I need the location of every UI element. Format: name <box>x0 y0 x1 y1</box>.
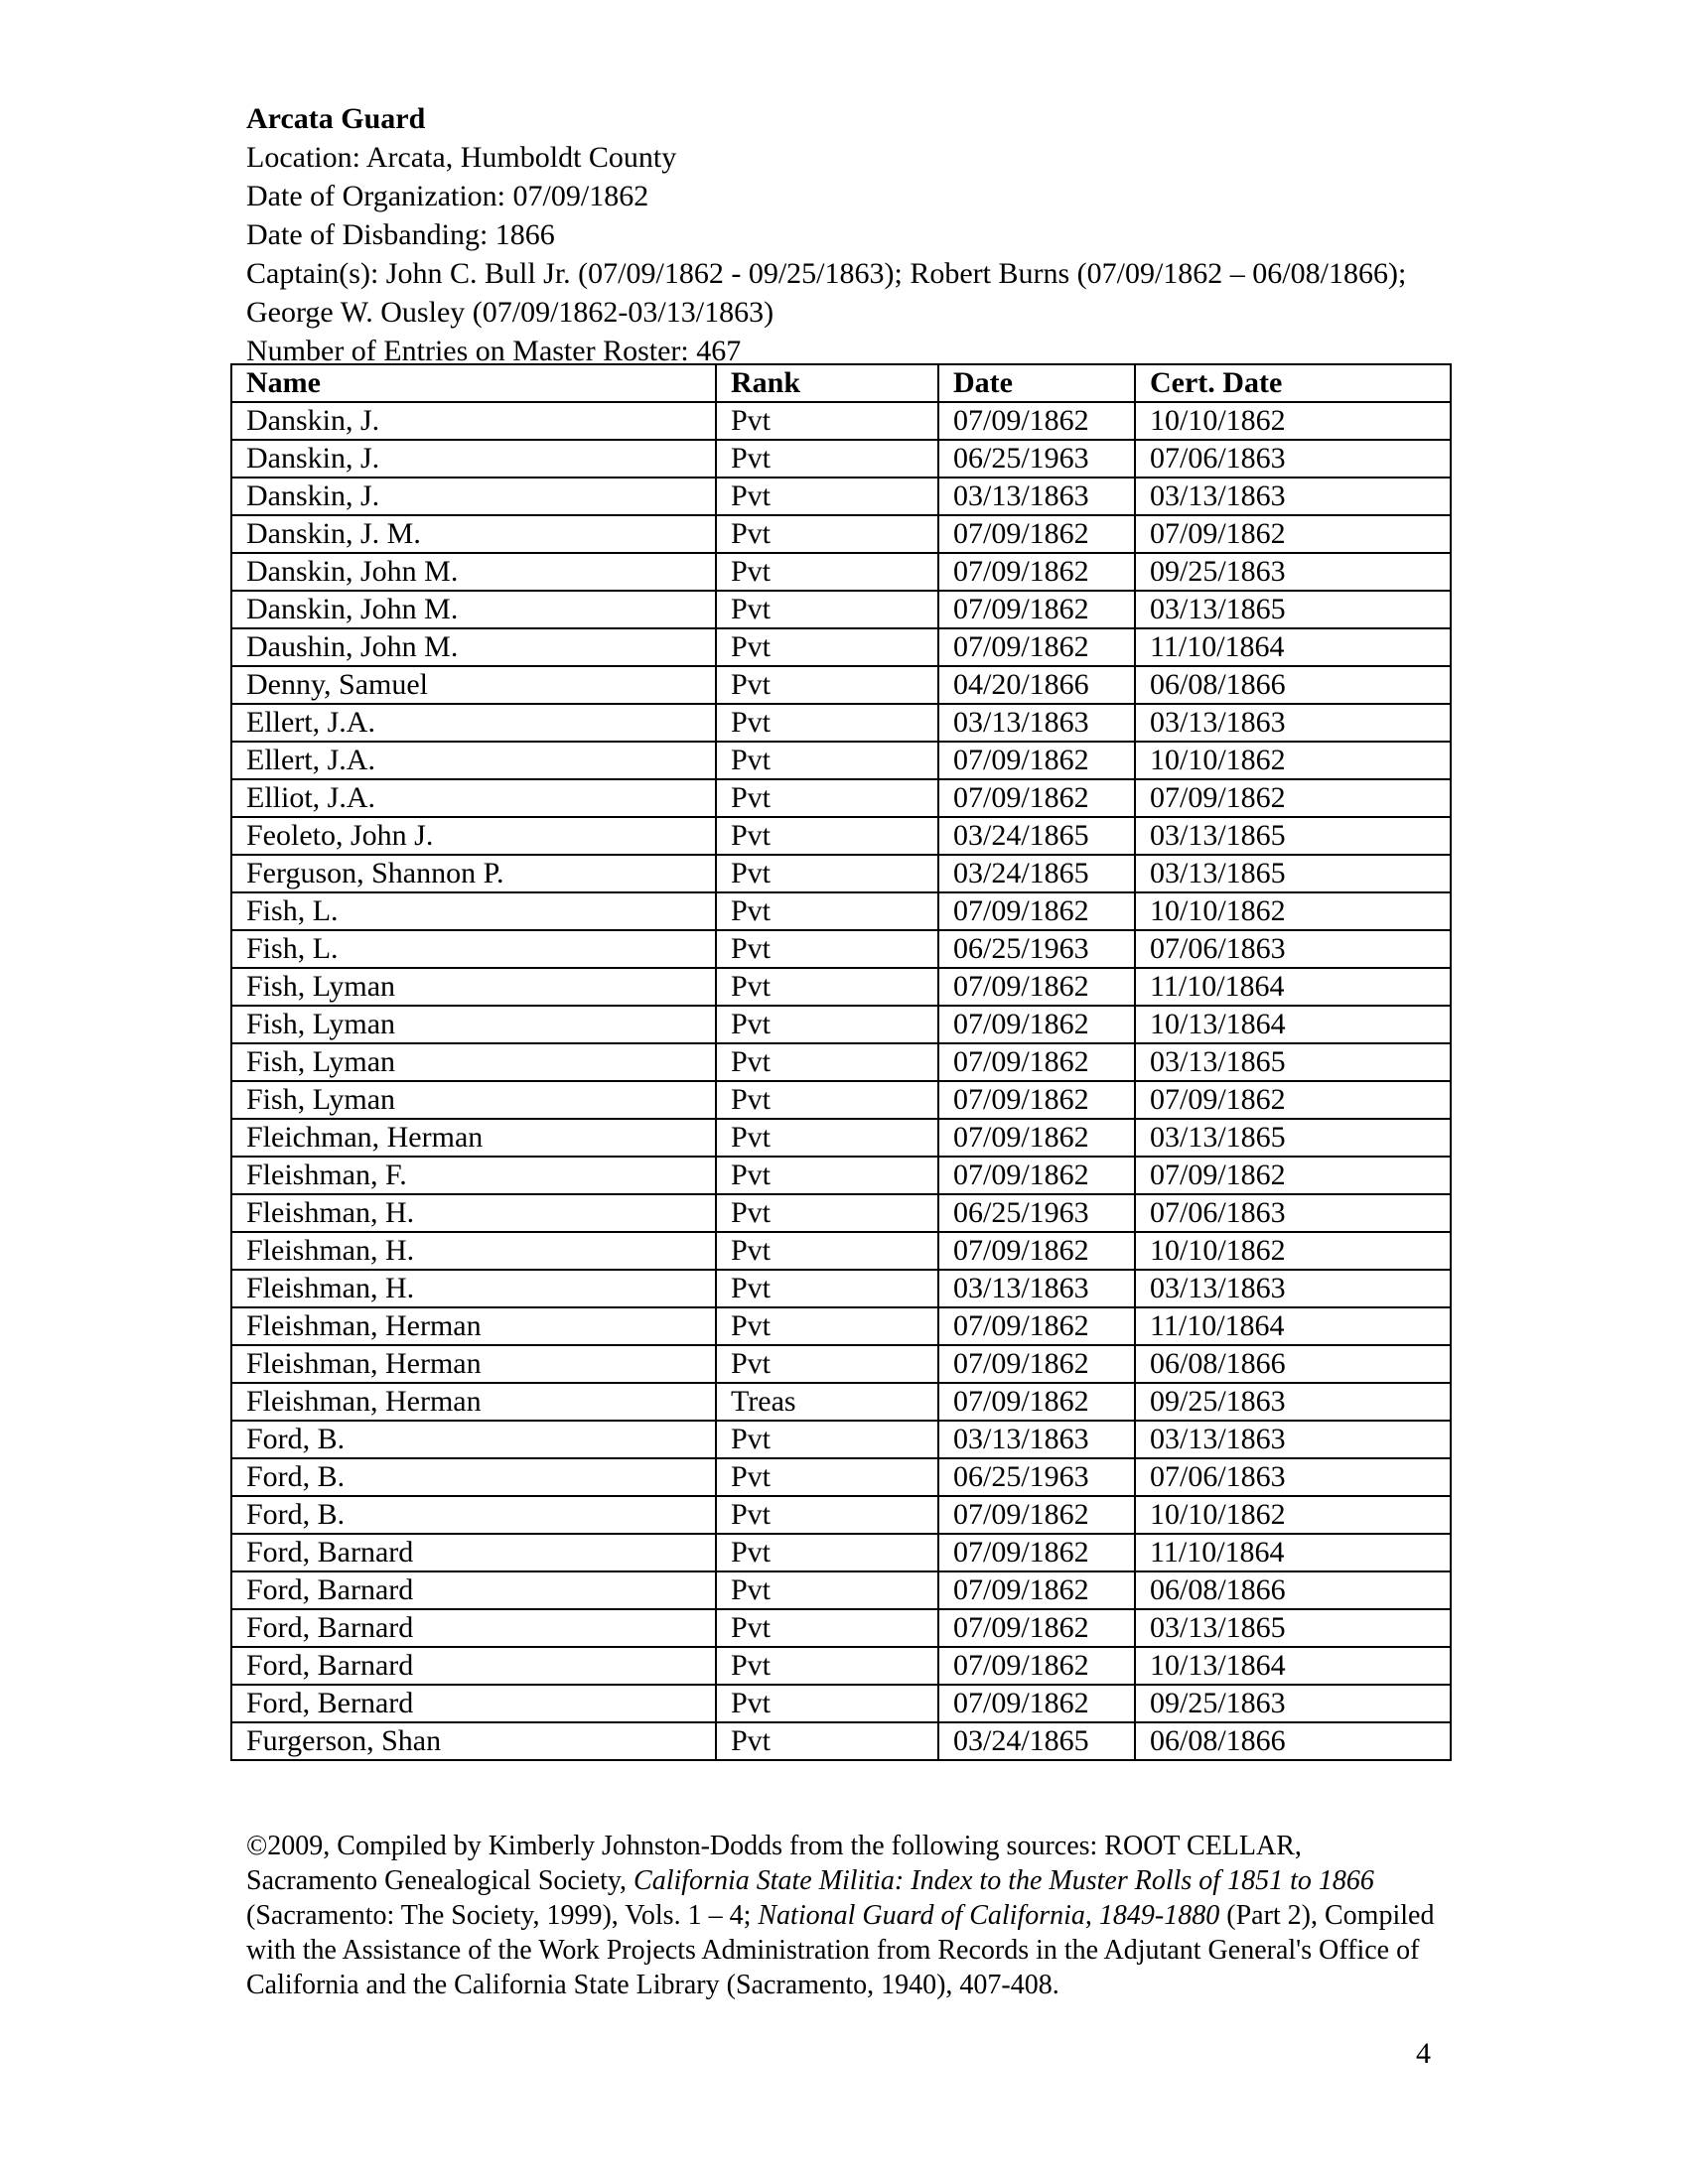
cell-name: Ford, Bernard <box>231 1685 716 1722</box>
cell-date: 07/09/1862 <box>938 1307 1135 1345</box>
cell-rank: Pvt <box>716 1270 938 1307</box>
cell-rank: Pvt <box>716 1421 938 1458</box>
cell-date: 07/09/1862 <box>938 1081 1135 1119</box>
cell-rank: Pvt <box>716 1232 938 1270</box>
cell-name: Fleishman, Herman <box>231 1383 716 1421</box>
cell-date: 07/09/1862 <box>938 515 1135 553</box>
cell-date: 03/13/1863 <box>938 1421 1135 1458</box>
cell-rank: Pvt <box>716 440 938 478</box>
cell-cert-date: 03/13/1863 <box>1135 1421 1451 1458</box>
cell-date: 07/09/1862 <box>938 892 1135 930</box>
cell-cert-date: 10/10/1862 <box>1135 1232 1451 1270</box>
cell-cert-date: 09/25/1863 <box>1135 1383 1451 1421</box>
table-row <box>231 1421 1451 1458</box>
unit-header <box>246 99 1458 370</box>
cell-cert-date: 10/10/1862 <box>1135 742 1451 779</box>
cell-date: 06/25/1963 <box>938 930 1135 968</box>
cell-date: 07/09/1862 <box>938 1157 1135 1194</box>
cell-name: Fleishman, Herman <box>231 1307 716 1345</box>
cell-rank: Pvt <box>716 742 938 779</box>
cell-rank: Pvt <box>716 704 938 742</box>
table-row <box>231 1685 1451 1722</box>
cell-name: Furgerson, Shan <box>231 1722 716 1760</box>
cell-name: Danskin, John M. <box>231 591 716 628</box>
unit-location: Location: Arcata, Humboldt County <box>246 141 677 174</box>
table-row <box>231 779 1451 817</box>
cell-rank: Pvt <box>716 1722 938 1760</box>
table-row <box>231 1081 1451 1119</box>
cell-cert-date: 07/09/1862 <box>1135 1081 1451 1119</box>
cell-cert-date: 07/09/1862 <box>1135 779 1451 817</box>
cell-name: Ford, B. <box>231 1458 716 1496</box>
column-header-name: Name <box>231 364 716 402</box>
cell-cert-date: 10/10/1862 <box>1135 892 1451 930</box>
cell-name: Fish, Lyman <box>231 968 716 1006</box>
cell-rank: Pvt <box>716 402 938 440</box>
table-row <box>231 1232 1451 1270</box>
cell-name: Danskin, John M. <box>231 553 716 591</box>
table-row <box>231 1383 1451 1421</box>
table-row <box>231 817 1451 855</box>
cell-date: 07/09/1862 <box>938 553 1135 591</box>
cell-cert-date: 07/06/1863 <box>1135 440 1451 478</box>
cell-rank: Pvt <box>716 628 938 666</box>
cell-cert-date: 03/13/1865 <box>1135 1119 1451 1157</box>
table-row <box>231 704 1451 742</box>
cell-name: Ford, Barnard <box>231 1609 716 1647</box>
cell-name: Danskin, J. M. <box>231 515 716 553</box>
cell-name: Ford, Barnard <box>231 1571 716 1609</box>
source-citation <box>246 1829 1438 2002</box>
cell-name: Ellert, J.A. <box>231 742 716 779</box>
cell-name: Fleichman, Herman <box>231 1119 716 1157</box>
cell-name: Fish, L. <box>231 892 716 930</box>
cell-cert-date: 06/08/1866 <box>1135 666 1451 704</box>
cell-date: 03/13/1863 <box>938 478 1135 515</box>
cell-rank: Pvt <box>716 1534 938 1571</box>
cell-cert-date: 11/10/1864 <box>1135 1534 1451 1571</box>
citation-title-2: National Guard of California, 1849-1880 <box>758 1900 1220 1931</box>
cell-date: 06/25/1963 <box>938 440 1135 478</box>
cell-date: 07/09/1862 <box>938 1571 1135 1609</box>
cell-date: 03/24/1865 <box>938 1722 1135 1760</box>
table-row <box>231 968 1451 1006</box>
cell-date: 07/09/1862 <box>938 1119 1135 1157</box>
cell-cert-date: 03/13/1863 <box>1135 1270 1451 1307</box>
table-row <box>231 1307 1451 1345</box>
table-row <box>231 402 1451 440</box>
date-of-organization: Date of Organization: 07/09/1862 <box>246 180 649 212</box>
table-header-row <box>231 364 1451 402</box>
cell-cert-date: 07/06/1863 <box>1135 1194 1451 1232</box>
unit-title: Arcata Guard <box>246 102 426 135</box>
cell-date: 03/13/1863 <box>938 1270 1135 1307</box>
roster-table <box>230 363 1452 1761</box>
cell-name: Fleishman, Herman <box>231 1345 716 1383</box>
citation-text-1: ©2009, Compiled by Kimberly Johnston-Dodds from the following sources: ROOT CELLAR, Sacramento Genealogical Society, <box>246 1831 1302 1896</box>
cell-rank: Pvt <box>716 855 938 892</box>
table-row <box>231 515 1451 553</box>
cell-rank: Pvt <box>716 1119 938 1157</box>
captains-list: Captain(s): John C. Bull Jr. (07/09/1862 - 09/25/1863); Robert Burns (07/09/1862 – 06/08/1866); George W. Ousley (07/09/1862-03/13/1863) <box>246 257 1407 329</box>
cell-date: 07/09/1862 <box>938 1232 1135 1270</box>
table-row <box>231 1043 1451 1081</box>
cell-rank: Pvt <box>716 1496 938 1534</box>
cell-date: 07/09/1862 <box>938 591 1135 628</box>
cell-name: Fleishman, H. <box>231 1194 716 1232</box>
table-row <box>231 1458 1451 1496</box>
cell-cert-date: 10/13/1864 <box>1135 1647 1451 1685</box>
cell-name: Feoleto, John J. <box>231 817 716 855</box>
cell-rank: Pvt <box>716 1647 938 1685</box>
table-row <box>231 553 1451 591</box>
table-row <box>231 1496 1451 1534</box>
table-row <box>231 1609 1451 1647</box>
cell-name: Danskin, J. <box>231 440 716 478</box>
cell-rank: Pvt <box>716 478 938 515</box>
cell-name: Fish, Lyman <box>231 1043 716 1081</box>
cell-cert-date: 03/13/1865 <box>1135 855 1451 892</box>
cell-date: 07/09/1862 <box>938 1345 1135 1383</box>
cell-cert-date: 03/13/1863 <box>1135 478 1451 515</box>
cell-name: Fish, Lyman <box>231 1081 716 1119</box>
cell-name: Ford, Barnard <box>231 1534 716 1571</box>
roster-table-body <box>231 402 1451 1760</box>
table-row <box>231 892 1451 930</box>
cell-rank: Pvt <box>716 968 938 1006</box>
cell-rank: Pvt <box>716 1609 938 1647</box>
cell-rank: Pvt <box>716 1571 938 1609</box>
cell-date: 04/20/1866 <box>938 666 1135 704</box>
table-row <box>231 930 1451 968</box>
cell-cert-date: 09/25/1863 <box>1135 553 1451 591</box>
cell-cert-date: 03/13/1865 <box>1135 817 1451 855</box>
cell-rank: Pvt <box>716 591 938 628</box>
cell-cert-date: 09/25/1863 <box>1135 1685 1451 1722</box>
cell-date: 07/09/1862 <box>938 1685 1135 1722</box>
table-row <box>231 1534 1451 1571</box>
table-row <box>231 1194 1451 1232</box>
cell-date: 07/09/1862 <box>938 742 1135 779</box>
table-row <box>231 478 1451 515</box>
cell-name: Fleishman, F. <box>231 1157 716 1194</box>
column-header-rank: Rank <box>716 364 938 402</box>
table-row <box>231 666 1451 704</box>
table-row <box>231 1722 1451 1760</box>
cell-rank: Pvt <box>716 553 938 591</box>
table-row <box>231 1647 1451 1685</box>
cell-date: 03/24/1865 <box>938 817 1135 855</box>
cell-rank: Pvt <box>716 779 938 817</box>
cell-rank: Pvt <box>716 1081 938 1119</box>
cell-cert-date: 03/13/1865 <box>1135 1609 1451 1647</box>
table-row <box>231 440 1451 478</box>
cell-rank: Pvt <box>716 1345 938 1383</box>
cell-rank: Pvt <box>716 515 938 553</box>
cell-rank: Pvt <box>716 1006 938 1043</box>
cell-rank: Treas <box>716 1383 938 1421</box>
table-row <box>231 1157 1451 1194</box>
cell-rank: Pvt <box>716 930 938 968</box>
cell-name: Danskin, J. <box>231 402 716 440</box>
cell-cert-date: 07/09/1862 <box>1135 515 1451 553</box>
cell-date: 07/09/1862 <box>938 779 1135 817</box>
cell-date: 03/13/1863 <box>938 704 1135 742</box>
cell-rank: Pvt <box>716 1157 938 1194</box>
table-row <box>231 1119 1451 1157</box>
table-row <box>231 1345 1451 1383</box>
cell-name: Danskin, J. <box>231 478 716 515</box>
cell-date: 07/09/1862 <box>938 1609 1135 1647</box>
cell-cert-date: 10/10/1862 <box>1135 402 1451 440</box>
column-header-date: Date <box>938 364 1135 402</box>
cell-name: Ellert, J.A. <box>231 704 716 742</box>
cell-name: Ford, B. <box>231 1421 716 1458</box>
cell-cert-date: 07/06/1863 <box>1135 1458 1451 1496</box>
cell-name: Fish, L. <box>231 930 716 968</box>
cell-cert-date: 06/08/1866 <box>1135 1345 1451 1383</box>
citation-text-2: (Sacramento: The Society, 1999), Vols. 1 – 4; <box>246 1900 759 1931</box>
cell-rank: Pvt <box>716 892 938 930</box>
table-row <box>231 1270 1451 1307</box>
cell-cert-date: 07/09/1862 <box>1135 1157 1451 1194</box>
cell-cert-date: 10/10/1862 <box>1135 1496 1451 1534</box>
table-row <box>231 742 1451 779</box>
cell-name: Fleishman, H. <box>231 1232 716 1270</box>
cell-name: Ford, B. <box>231 1496 716 1534</box>
cell-rank: Pvt <box>716 666 938 704</box>
cell-rank: Pvt <box>716 1194 938 1232</box>
cell-date: 03/24/1865 <box>938 855 1135 892</box>
cell-cert-date: 03/13/1865 <box>1135 1043 1451 1081</box>
cell-date: 07/09/1862 <box>938 1383 1135 1421</box>
cell-date: 06/25/1963 <box>938 1458 1135 1496</box>
cell-cert-date: 03/13/1865 <box>1135 591 1451 628</box>
table-row <box>231 591 1451 628</box>
cell-cert-date: 07/06/1863 <box>1135 930 1451 968</box>
cell-name: Fish, Lyman <box>231 1006 716 1043</box>
cell-date: 07/09/1862 <box>938 968 1135 1006</box>
cell-cert-date: 06/08/1866 <box>1135 1722 1451 1760</box>
cell-cert-date: 03/13/1863 <box>1135 704 1451 742</box>
cell-name: Daushin, John M. <box>231 628 716 666</box>
table-row <box>231 1006 1451 1043</box>
cell-rank: Pvt <box>716 1043 938 1081</box>
date-of-disbanding: Date of Disbanding: 1866 <box>246 218 555 251</box>
cell-cert-date: 11/10/1864 <box>1135 628 1451 666</box>
cell-date: 07/09/1862 <box>938 402 1135 440</box>
column-header-cert-date: Cert. Date <box>1135 364 1451 402</box>
cell-date: 07/09/1862 <box>938 1496 1135 1534</box>
cell-rank: Pvt <box>716 1685 938 1722</box>
citation-title-1: California State Militia: Index to the Muster Rolls of 1851 to 1866 <box>633 1865 1374 1896</box>
cell-date: 07/09/1862 <box>938 1006 1135 1043</box>
cell-cert-date: 11/10/1864 <box>1135 968 1451 1006</box>
cell-name: Ferguson, Shannon P. <box>231 855 716 892</box>
cell-name: Elliot, J.A. <box>231 779 716 817</box>
table-row <box>231 628 1451 666</box>
cell-date: 07/09/1862 <box>938 1043 1135 1081</box>
citation-text-3: (Part 2), Compiled with the Assistance of the Work Projects Administration from Records in the Adjutant General's Office of California and the California State Library (Sacramento, 1940), 407-408. <box>246 1900 1435 2000</box>
cell-name: Denny, Samuel <box>231 666 716 704</box>
cell-name: Fleishman, H. <box>231 1270 716 1307</box>
table-row <box>231 1571 1451 1609</box>
cell-date: 07/09/1862 <box>938 1647 1135 1685</box>
cell-rank: Pvt <box>716 1307 938 1345</box>
cell-date: 07/09/1862 <box>938 1534 1135 1571</box>
roster-entry-count: Number of Entries on Master Roster: 467 <box>246 335 742 367</box>
cell-rank: Pvt <box>716 817 938 855</box>
table-row <box>231 855 1451 892</box>
cell-name: Ford, Barnard <box>231 1647 716 1685</box>
cell-cert-date: 11/10/1864 <box>1135 1307 1451 1345</box>
cell-date: 06/25/1963 <box>938 1194 1135 1232</box>
cell-rank: Pvt <box>716 1458 938 1496</box>
cell-cert-date: 06/08/1866 <box>1135 1571 1451 1609</box>
page-number: 4 <box>1416 2037 1431 2070</box>
cell-cert-date: 10/13/1864 <box>1135 1006 1451 1043</box>
cell-date: 07/09/1862 <box>938 628 1135 666</box>
